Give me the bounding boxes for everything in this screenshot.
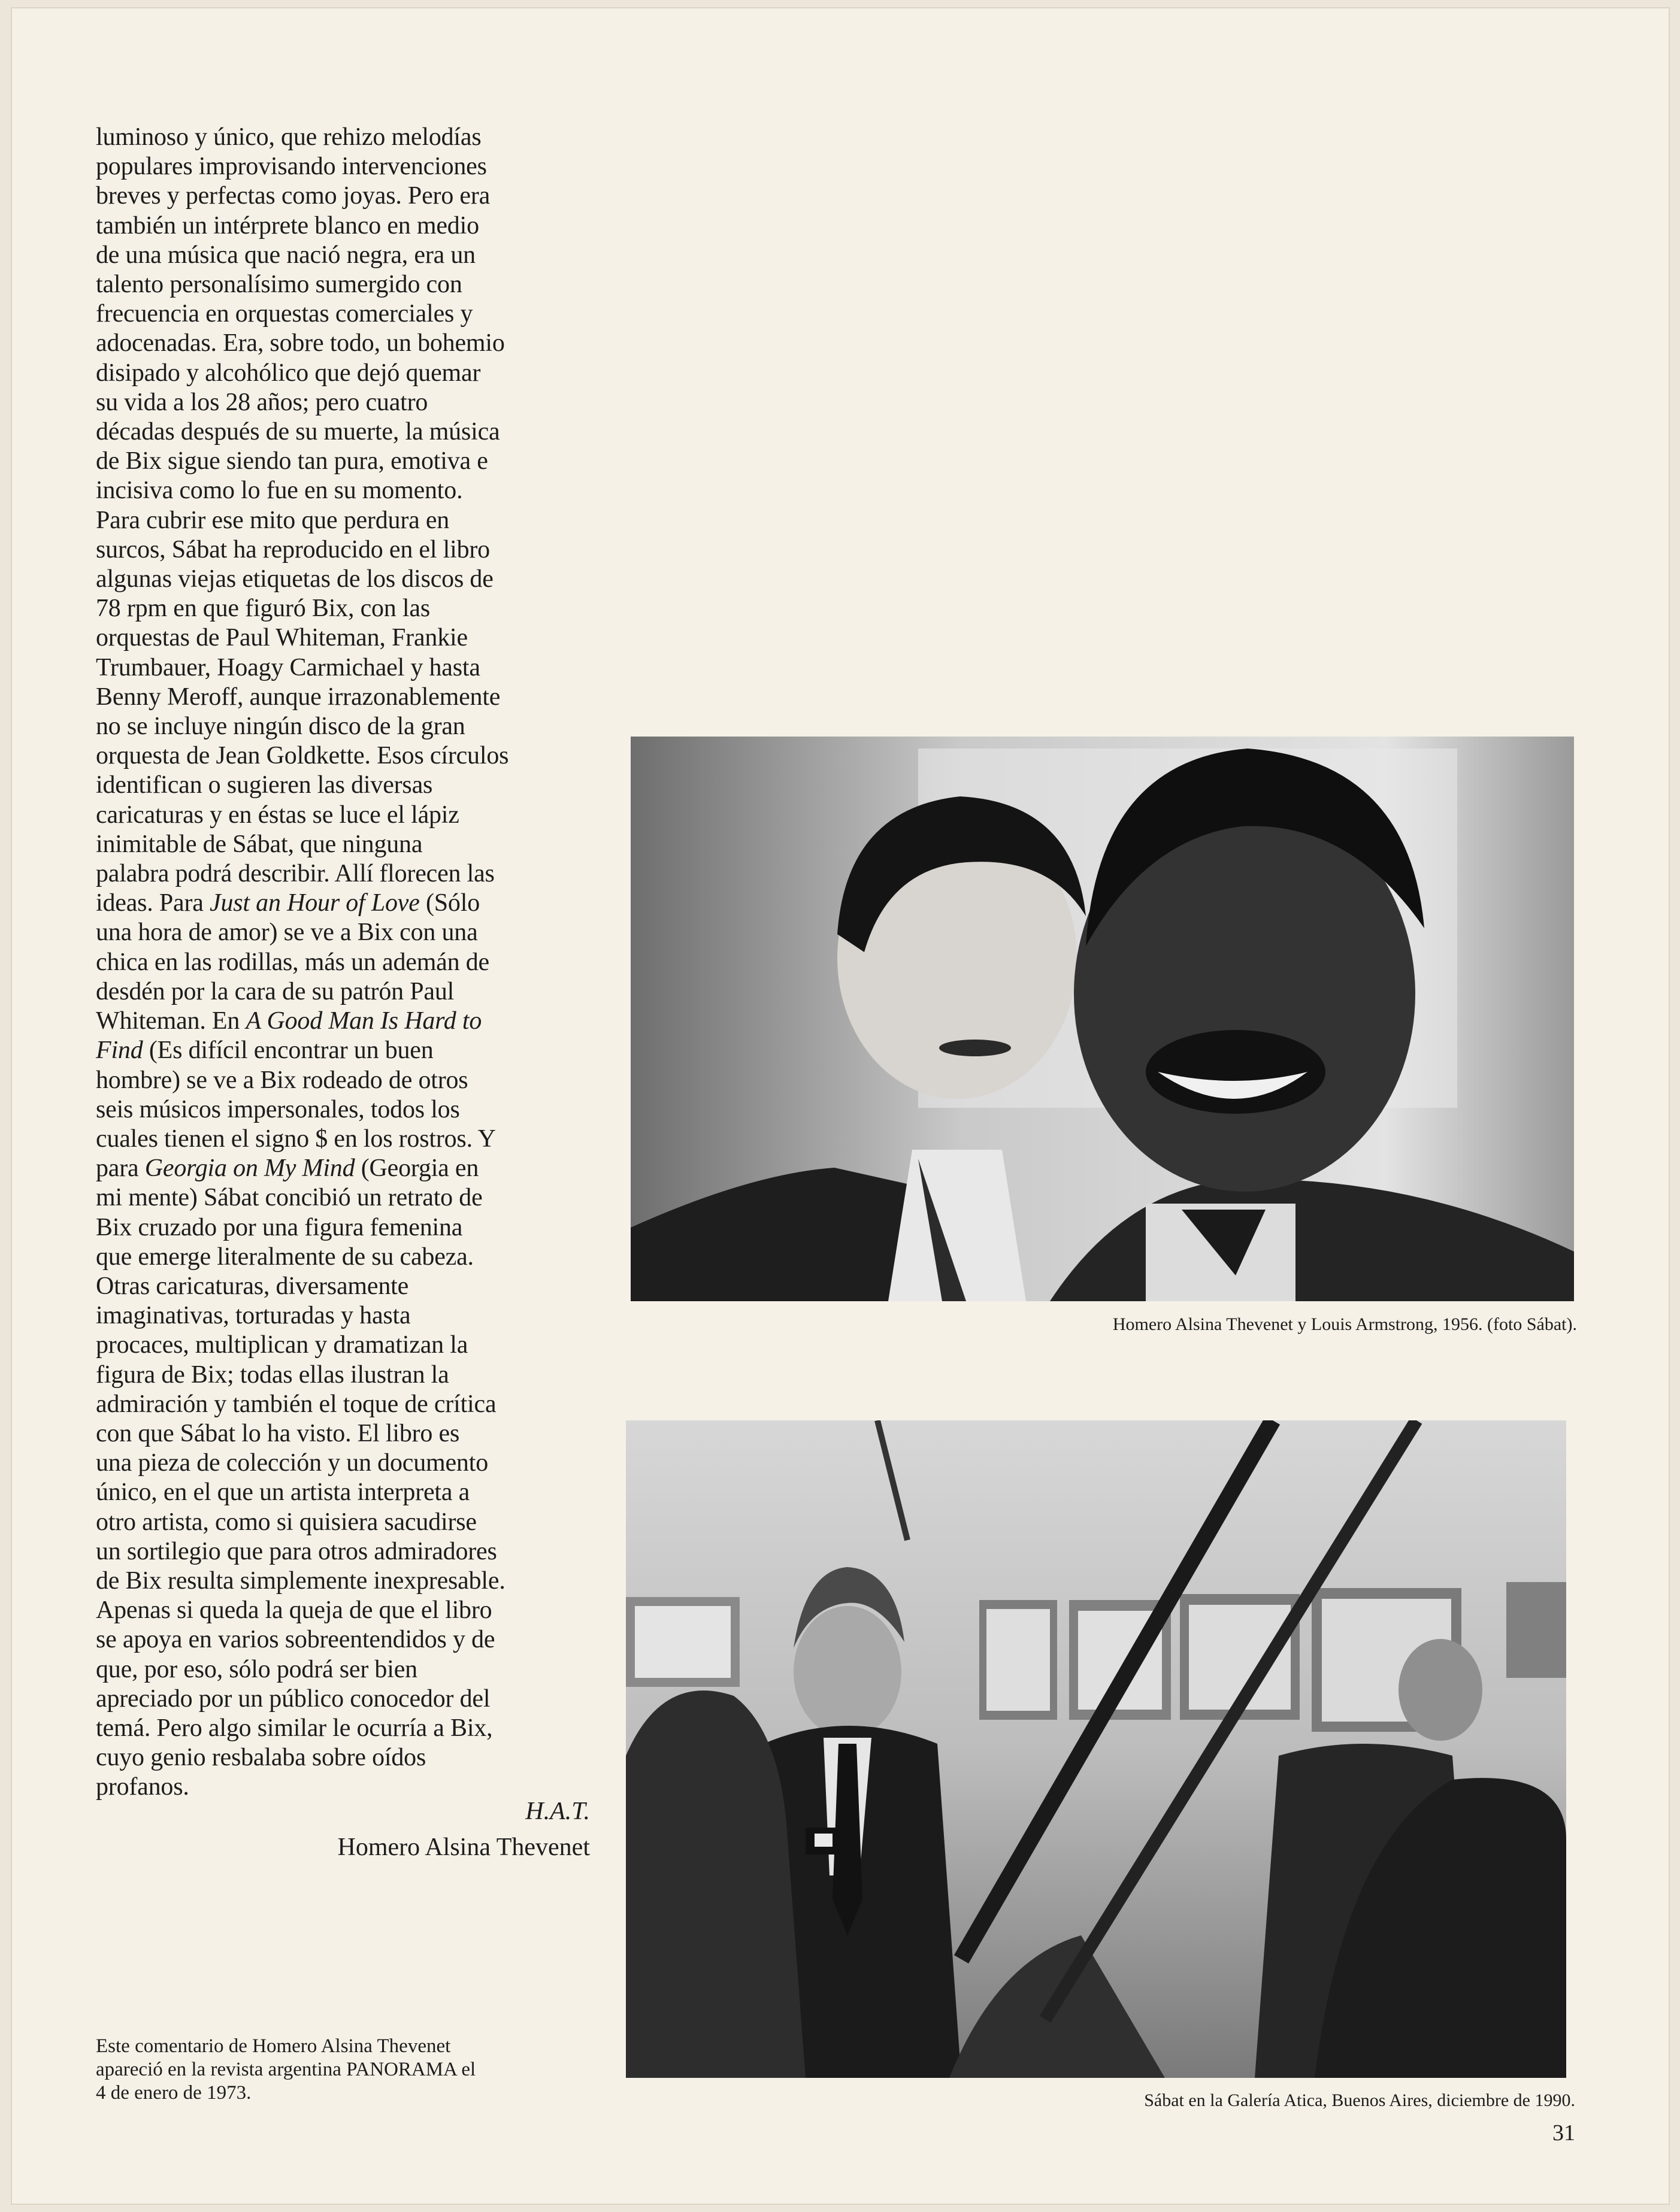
article-line: temá. Pero algo similar le ocurría a Bix, xyxy=(96,1714,493,1742)
article-line: figura de Bix; todas ellas ilustran la xyxy=(96,1360,449,1389)
article-line: no se incluye ningún disco de la gran xyxy=(96,713,465,741)
article-line: Find (Es difícil encontrar un buen xyxy=(96,1037,434,1065)
article-line: de Bix sigue siendo tan pura, emotiva e xyxy=(96,447,488,475)
song-title: Just an Hour of Love xyxy=(210,889,420,917)
publication-note xyxy=(96,2035,587,2105)
photo-caption: Homero Alsina Thevenet y Louis Armstrong, 1956. (foto Sábat). xyxy=(1112,1314,1577,1334)
article-line: profanos. xyxy=(96,1773,189,1801)
article-line: orquesta de Jean Goldkette. Esos círculos xyxy=(96,742,509,770)
article-line: Para cubrir ese mito que perdura en xyxy=(96,506,450,534)
article-line: una hora de amor) se ve a Bix con una xyxy=(96,919,478,947)
photo-caption: Sábat en la Galería Atica, Buenos Aires, diciembre de 1990. xyxy=(1144,2090,1575,2110)
article-line: décadas después de su muerte, la música xyxy=(96,418,500,446)
article-line: de Bix resulta simplemente inexpresable. xyxy=(96,1566,505,1595)
article-line: Otras caricaturas, diversamente xyxy=(96,1272,409,1300)
article-line: algunas viejas etiquetas de los discos de xyxy=(96,565,494,593)
article-line: procaces, multiplican y dramatizan la xyxy=(96,1331,468,1359)
article-line: surcos, Sábat ha reproducido en el libro xyxy=(96,535,490,563)
article-line: incisiva como lo fue en su momento. xyxy=(96,477,463,505)
article-line: que emerge literalmente de su cabeza. xyxy=(96,1243,474,1271)
article-line: admiración y también el toque de crítica xyxy=(96,1390,497,1418)
article-line: 78 rpm en que figuró Bix, con las xyxy=(96,595,430,623)
article-line: palabra podrá describir. Allí florecen las xyxy=(96,860,495,888)
article-line: para Georgia on My Mind (Georgia en xyxy=(96,1155,479,1183)
note-line: Este comentario de Homero Alsina Thevenet xyxy=(96,2035,451,2057)
article-line: que, por eso, sólo podrá ser bien xyxy=(96,1655,417,1683)
article-line: frecuencia en orquestas comerciales y xyxy=(96,300,473,328)
song-title: Georgia on My Mind xyxy=(144,1155,355,1183)
article-line: luminoso y único, que rehizo melodías xyxy=(96,123,482,151)
article-line: Whiteman. En A Good Man Is Hard to xyxy=(96,1007,482,1035)
article-line: disipado y alcohólico que dejó quemar xyxy=(96,359,481,387)
article-line: seis músicos impersonales, todos los xyxy=(96,1095,460,1123)
article-line: inimitable de Sábat, que ninguna xyxy=(96,830,423,858)
article-line: apreciado por un público conocedor del xyxy=(96,1684,491,1713)
article-line: Trumbauer, Hoagy Carmichael y hasta xyxy=(96,653,480,681)
article-line: de una música que nació negra, era un xyxy=(96,241,476,269)
article-line: Apenas si queda la queja de que el libro xyxy=(96,1596,492,1625)
article-line: único, en el que un artista interpreta a xyxy=(96,1478,470,1507)
article-line: se apoya en varios sobreentendidos y de xyxy=(96,1626,495,1654)
photo-gallery xyxy=(626,1420,1566,2078)
article-line: imaginativas, torturadas y hasta xyxy=(96,1302,411,1330)
song-title: A Good Man Is Hard to xyxy=(246,1007,482,1035)
article-line: una pieza de colección y un documento xyxy=(96,1449,489,1477)
article-line: con que Sábat lo ha visto. El libro es xyxy=(96,1419,460,1447)
article-line: caricaturas y en éstas se luce el lápiz xyxy=(96,801,459,829)
article-line: chica en las rodillas, más un ademán de xyxy=(96,948,489,976)
article-line: breves y perfectas como joyas. Pero era xyxy=(96,182,491,210)
article-line: cuyo genio resbalaba sobre oídos xyxy=(96,1744,426,1772)
signature-initials: H.A.T. xyxy=(525,1798,590,1825)
signature-name: Homero Alsina Thevenet xyxy=(337,1834,590,1861)
article-line: identifican o sugieren las diversas xyxy=(96,771,433,799)
article-line: adocenadas. Era, sobre todo, un bohemio xyxy=(96,329,505,357)
article-line: orquestas de Paul Whiteman, Frankie xyxy=(96,624,468,652)
photo-armstrong xyxy=(631,737,1574,1301)
article-column xyxy=(96,123,584,1802)
article-line: populares improvisando intervenciones xyxy=(96,153,487,181)
article-line: hombre) se ve a Bix rodeado de otros xyxy=(96,1066,468,1094)
note-line: 4 de enero de 1973. xyxy=(96,2082,252,2104)
article-line: Bix cruzado por una figura femenina xyxy=(96,1213,463,1241)
song-title: Find xyxy=(96,1037,143,1065)
article-line: desdén por la cara de su patrón Paul xyxy=(96,977,455,1005)
article-line: Benny Meroff, aunque irrazonablemente xyxy=(96,683,501,711)
article-line: ideas. Para Just an Hour of Love (Sólo xyxy=(96,889,480,917)
article-line: un sortilegio que para otros admiradores xyxy=(96,1537,497,1565)
article-line: también un intérprete blanco en medio xyxy=(96,211,479,240)
article-line: talento personalísimo sumergido con xyxy=(96,271,462,299)
article-line: su vida a los 28 años; pero cuatro xyxy=(96,388,428,416)
note-line: apareció en la revista argentina PANORAMA el xyxy=(96,2059,476,2080)
article-line: mi mente) Sábat concibió un retrato de xyxy=(96,1184,483,1212)
page-number: 31 xyxy=(1552,2120,1575,2146)
article-line: otro artista, como si quisiera sacudirse xyxy=(96,1508,477,1536)
article-line: cuales tienen el signo $ en los rostros. Y xyxy=(96,1125,496,1153)
